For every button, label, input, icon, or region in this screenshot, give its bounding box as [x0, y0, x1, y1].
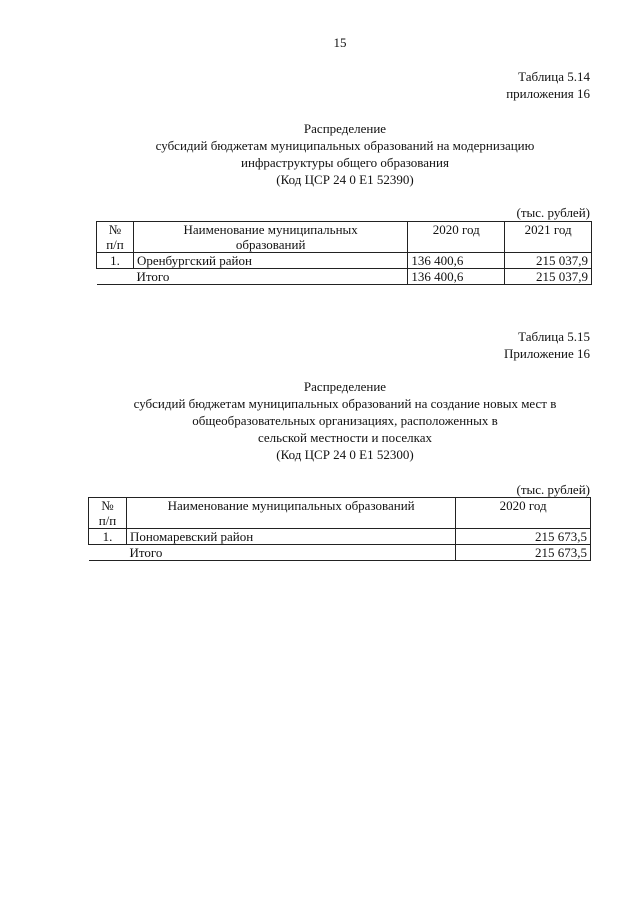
header-name-line: Наименование муниципальных: [183, 222, 358, 237]
total-label: Итого: [133, 269, 407, 285]
table1-header-row: [97, 222, 592, 253]
header-num-abbr: п/п: [106, 237, 124, 252]
total-value-2020: 136 400,6: [408, 269, 505, 285]
row-name: Оренбургский район: [133, 253, 407, 269]
table2-header-name: Наименование муниципальных образований: [126, 498, 455, 529]
table2-appendix: Приложение 16: [503, 346, 590, 361]
table2: [88, 497, 591, 561]
table1-total-row: [97, 269, 592, 285]
table2-title-line: общеобразовательных организациях, расположенных в: [192, 413, 498, 428]
row-value-2021: 215 037,9: [505, 253, 592, 269]
table1-header-num: [97, 222, 134, 253]
table1-title-line: (Код ЦСР 24 0 Е1 52390): [276, 172, 414, 187]
row-value-2020: 215 673,5: [456, 529, 591, 545]
total-num-cell: [89, 545, 127, 561]
table1-unit: (тыс. рублей): [516, 205, 590, 220]
header-num-symbol: №: [101, 498, 114, 513]
table1-title-line: инфраструктуры общего образования: [241, 155, 449, 170]
table-row: [89, 529, 591, 545]
table1-title-line: Распределение: [303, 121, 387, 136]
table1: [96, 221, 592, 285]
row-num: 1.: [97, 253, 134, 269]
total-num-cell: [97, 269, 134, 285]
row-num: 1.: [89, 529, 127, 545]
table1-label-block: [360, 68, 590, 102]
table1-title: [70, 120, 620, 188]
table2-label: Таблица 5.15: [518, 329, 590, 344]
header-name-line: образований: [235, 237, 306, 252]
table2-header-row: [89, 498, 591, 529]
table1-header-name: [133, 222, 407, 253]
header-num-symbol: №: [108, 222, 122, 237]
table2-title: [70, 378, 620, 463]
table2-title-line: сельской местности и поселках: [257, 430, 433, 445]
row-value-2020: 136 400,6: [408, 253, 505, 269]
table2-unit: (тыс. рублей): [516, 482, 590, 497]
table2-header-num: [89, 498, 127, 529]
total-label: Итого: [126, 545, 455, 561]
header-num-abbr: п/п: [98, 513, 117, 528]
table1-header-2020: 2020 год: [408, 222, 505, 253]
table2-label-block: [360, 328, 590, 362]
table2-header-2020: 2020 год: [456, 498, 591, 529]
total-value-2021: 215 037,9: [505, 269, 592, 285]
table1-label: Таблица 5.14: [518, 69, 590, 84]
table2-title-line: Распределение: [303, 379, 387, 394]
table1-header-2021: 2021 год: [505, 222, 592, 253]
total-value-2020: 215 673,5: [456, 545, 591, 561]
table1-title-line: субсидий бюджетам муниципальных образований на модернизацию: [155, 138, 535, 153]
row-name: Пономаревский район: [126, 529, 455, 545]
table2-title-line: субсидий бюджетам муниципальных образований на создание новых мест в: [133, 396, 557, 411]
table1-appendix: приложения 16: [506, 86, 590, 101]
table2-title-line: (Код ЦСР 24 0 Е1 52300): [276, 447, 414, 462]
table2-total-row: [89, 545, 591, 561]
table-row: [97, 253, 592, 269]
page-number: 15: [333, 35, 347, 50]
